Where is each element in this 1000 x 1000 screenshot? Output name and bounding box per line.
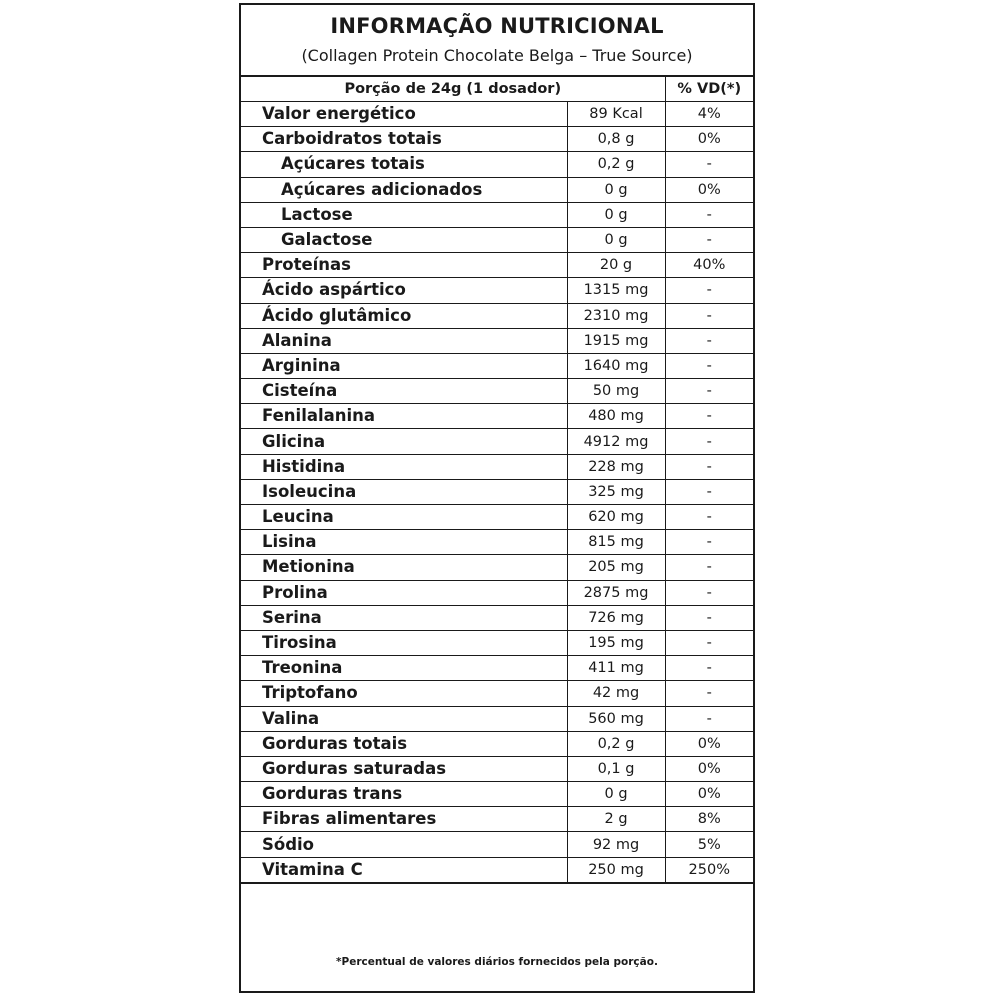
panel-title: INFORMAÇÃO NUTRICIONAL (330, 14, 664, 38)
nutrient-amount: 480 mg (567, 404, 665, 429)
nutrient-name: Arginina (241, 353, 567, 378)
nutrient-row (241, 278, 753, 303)
nutrient-name: Açúcares adicionados (241, 177, 567, 202)
nutrient-row (241, 505, 753, 530)
nutrient-name: Histidina (241, 454, 567, 479)
nutrient-daily-value: - (665, 278, 753, 303)
nutrient-name: Alanina (241, 328, 567, 353)
nutrient-daily-value: - (665, 530, 753, 555)
footnote: *Percentual de valores diários fornecidos pela porção. (336, 956, 658, 968)
table-spacer-row (241, 882, 753, 883)
nutrient-name: Proteínas (241, 253, 567, 278)
nutrient-name: Tirosina (241, 630, 567, 655)
vd-header: % VD(*) (665, 76, 753, 102)
nutrient-name: Ácido glutâmico (241, 303, 567, 328)
nutrient-row (241, 102, 753, 127)
nutrient-daily-value: - (665, 681, 753, 706)
nutrient-daily-value: 8% (665, 807, 753, 832)
nutrient-daily-value: - (665, 202, 753, 227)
nutrient-daily-value: 4% (665, 102, 753, 127)
nutrient-row (241, 429, 753, 454)
nutrient-row (241, 202, 753, 227)
nutrient-amount: 1315 mg (567, 278, 665, 303)
nutrient-amount: 42 mg (567, 681, 665, 706)
nutrient-row (241, 152, 753, 177)
nutrient-amount: 50 mg (567, 379, 665, 404)
nutrient-amount: 2 g (567, 807, 665, 832)
nutrition-facts-panel (239, 3, 755, 993)
nutrient-row (241, 807, 753, 832)
nutrient-amount: 4912 mg (567, 429, 665, 454)
nutrient-amount: 2310 mg (567, 303, 665, 328)
nutrient-daily-value: - (665, 303, 753, 328)
nutrient-row (241, 605, 753, 630)
nutrient-name: Galactose (241, 227, 567, 252)
nutrient-row (241, 353, 753, 378)
nutrient-row (241, 454, 753, 479)
nutrient-daily-value: - (665, 630, 753, 655)
nutrient-amount: 620 mg (567, 505, 665, 530)
nutrient-daily-value: - (665, 404, 753, 429)
nutrient-amount: 250 mg (567, 857, 665, 882)
nutrient-name: Metionina (241, 555, 567, 580)
nutrient-daily-value: 0% (665, 756, 753, 781)
nutrient-name: Ácido aspártico (241, 278, 567, 303)
nutrient-row (241, 832, 753, 857)
nutrient-amount: 0 g (567, 177, 665, 202)
nutrient-name: Gorduras trans (241, 782, 567, 807)
nutrient-daily-value: - (665, 580, 753, 605)
nutrient-daily-value: - (665, 379, 753, 404)
nutrient-name: Glicina (241, 429, 567, 454)
nutrient-name: Vitamina C (241, 857, 567, 882)
nutrient-row (241, 379, 753, 404)
nutrient-amount: 92 mg (567, 832, 665, 857)
nutrient-name: Carboidratos totais (241, 127, 567, 152)
nutrient-row (241, 857, 753, 882)
nutrient-name: Gorduras saturadas (241, 756, 567, 781)
nutrient-daily-value: - (665, 505, 753, 530)
nutrient-row (241, 253, 753, 278)
nutrient-row (241, 127, 753, 152)
nutrient-row (241, 656, 753, 681)
nutrient-row (241, 630, 753, 655)
nutrient-amount: 0,2 g (567, 731, 665, 756)
nutrient-daily-value: - (665, 328, 753, 353)
nutrient-amount: 726 mg (567, 605, 665, 630)
nutrient-amount: 560 mg (567, 706, 665, 731)
nutrient-row (241, 782, 753, 807)
nutrient-name: Fibras alimentares (241, 807, 567, 832)
nutrient-amount: 0 g (567, 782, 665, 807)
nutrient-daily-value: - (665, 605, 753, 630)
nutrient-name: Valor energético (241, 102, 567, 127)
nutrient-amount: 0 g (567, 202, 665, 227)
nutrient-amount: 0,2 g (567, 152, 665, 177)
nutrient-name: Treonina (241, 656, 567, 681)
portion-header: Porção de 24g (1 dosador) (241, 76, 665, 102)
nutrient-amount: 1915 mg (567, 328, 665, 353)
nutrient-row (241, 303, 753, 328)
nutrient-daily-value: - (665, 353, 753, 378)
nutrient-row (241, 227, 753, 252)
nutrient-row (241, 479, 753, 504)
nutrient-daily-value: - (665, 656, 753, 681)
nutrient-row (241, 681, 753, 706)
nutrient-amount: 2875 mg (567, 580, 665, 605)
nutrient-amount: 411 mg (567, 656, 665, 681)
nutrient-name: Açúcares totais (241, 152, 567, 177)
nutrient-amount: 205 mg (567, 555, 665, 580)
nutrient-amount: 20 g (567, 253, 665, 278)
nutrient-name: Triptofano (241, 681, 567, 706)
nutrient-daily-value: 40% (665, 253, 753, 278)
nutrient-daily-value: 250% (665, 857, 753, 882)
product-subtitle: (Collagen Protein Chocolate Belga – True Source) (301, 46, 693, 65)
nutrient-row (241, 177, 753, 202)
nutrient-daily-value: - (665, 429, 753, 454)
nutrient-amount: 1640 mg (567, 353, 665, 378)
nutrient-name: Serina (241, 605, 567, 630)
nutrient-row (241, 731, 753, 756)
nutrient-name: Isoleucina (241, 479, 567, 504)
nutrient-daily-value: 0% (665, 127, 753, 152)
table-bottom-rule (241, 882, 753, 883)
nutrient-daily-value: - (665, 152, 753, 177)
nutrient-amount: 815 mg (567, 530, 665, 555)
nutrient-name: Lactose (241, 202, 567, 227)
nutrient-amount: 228 mg (567, 454, 665, 479)
nutrient-row (241, 530, 753, 555)
nutrient-daily-value: - (665, 555, 753, 580)
nutrient-row (241, 328, 753, 353)
nutrient-row (241, 706, 753, 731)
nutrient-name: Valina (241, 706, 567, 731)
nutrient-name: Leucina (241, 505, 567, 530)
nutrient-daily-value: 0% (665, 177, 753, 202)
nutrient-amount: 0,1 g (567, 756, 665, 781)
table-header-row (241, 76, 753, 102)
nutrient-name: Prolina (241, 580, 567, 605)
nutrient-amount: 0 g (567, 227, 665, 252)
nutrient-name: Cisteína (241, 379, 567, 404)
nutrient-amount: 89 Kcal (567, 102, 665, 127)
nutrient-name: Fenilalanina (241, 404, 567, 429)
nutrition-table (241, 75, 753, 884)
nutrient-daily-value: 0% (665, 782, 753, 807)
nutrient-row (241, 404, 753, 429)
nutrient-amount: 195 mg (567, 630, 665, 655)
nutrient-daily-value: - (665, 454, 753, 479)
nutrient-daily-value: 0% (665, 731, 753, 756)
nutrient-amount: 0,8 g (567, 127, 665, 152)
nutrient-name: Sódio (241, 832, 567, 857)
nutrient-row (241, 555, 753, 580)
nutrient-row (241, 756, 753, 781)
nutrient-daily-value: 5% (665, 832, 753, 857)
nutrient-daily-value: - (665, 706, 753, 731)
nutrient-row (241, 580, 753, 605)
nutrient-name: Lisina (241, 530, 567, 555)
nutrient-name: Gorduras totais (241, 731, 567, 756)
nutrient-daily-value: - (665, 479, 753, 504)
nutrient-daily-value: - (665, 227, 753, 252)
nutrient-amount: 325 mg (567, 479, 665, 504)
